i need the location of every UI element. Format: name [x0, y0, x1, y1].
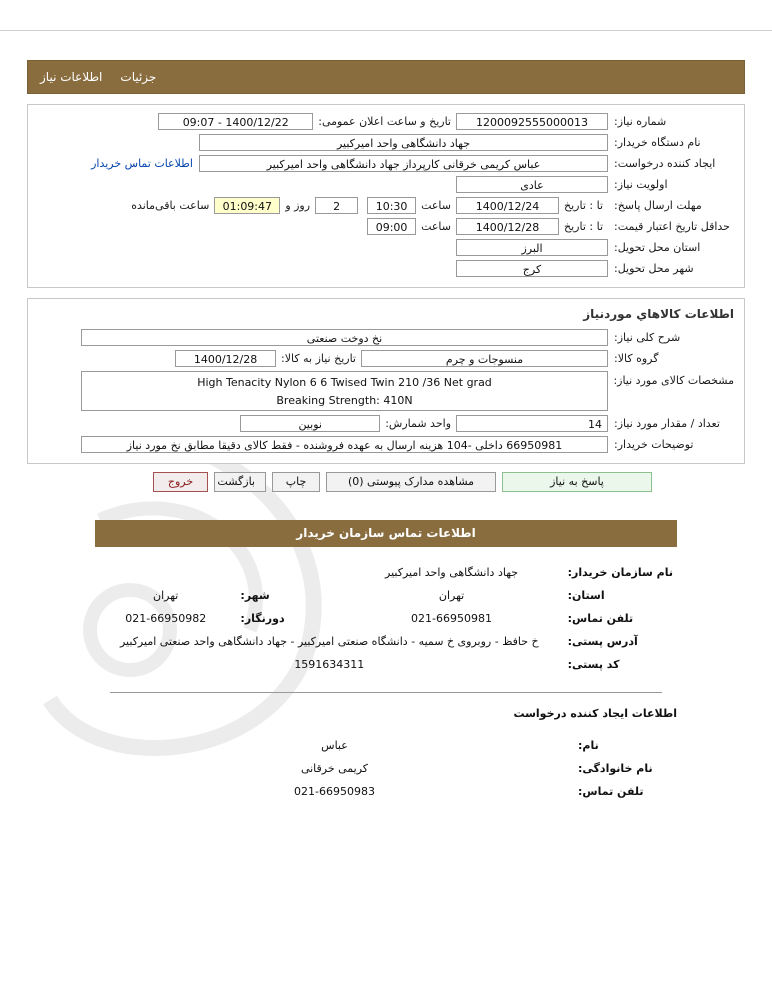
row-goods-desc [38, 329, 734, 346]
row-buyer-notes [38, 436, 734, 453]
action-buttons-row [27, 472, 745, 492]
breadcrumb-detail: جزئیات [120, 70, 157, 84]
label-buyer-notes: توضیحات خریدار: [614, 438, 694, 451]
row-buyer-org [38, 134, 734, 151]
page-title: اطلاعات نیاز [40, 70, 103, 84]
field-reply-date: 1400/12/24 [456, 197, 559, 214]
field-goods-need-date: 1400/12/28 [175, 350, 276, 367]
exit-button[interactable]: خروج [153, 472, 208, 492]
field-goods-group: منسوجات و چرم [361, 350, 608, 367]
label-org-address: آدرس پستی: [567, 635, 638, 648]
respond-to-need-button[interactable]: پاسخ به نیاز [502, 472, 652, 492]
value-org-name-2 [95, 561, 236, 584]
field-buyer-notes: 66950981 داخلی -104 هزینه ارسال به عهده فروشنده - فقط کالای دقیقا مطابق نخ مورد نیاز [81, 436, 608, 453]
field-province: البرز [456, 239, 608, 256]
label-org-name-2 [236, 561, 339, 584]
label-org-name: نام سازمان خریدار: [567, 566, 673, 579]
row-requester [38, 155, 734, 172]
field-days-remaining: 2 [315, 197, 358, 214]
label-goods-desc: شرح کلی نیاز: [614, 331, 681, 344]
row-province [38, 239, 734, 256]
field-city: کرج [456, 260, 608, 277]
table-row [95, 653, 677, 676]
label-price-validity: حداقل تاریخ اعتبار قیمت: [614, 220, 730, 233]
label-need-number: شماره نیاز: [614, 115, 667, 128]
label-validity-hour: ساعت [421, 220, 451, 233]
value-org-name: جهاد دانشگاهی واحد امیرکبیر [385, 566, 519, 579]
label-reply-date-prefix: تا : تاریخ [564, 199, 603, 212]
label-requester-first-name: نام: [578, 739, 599, 752]
row-city [38, 260, 734, 277]
field-countdown-timer: 01:09:47 [214, 197, 280, 214]
need-info-panel [27, 104, 745, 288]
browser-top-strip [0, 0, 772, 31]
field-announce-datetime: 1400/12/22 - 09:07 [158, 113, 313, 130]
label-goods-qty: تعداد / مقدار مورد نیاز: [614, 417, 720, 430]
field-goods-specs [81, 371, 608, 411]
field-reply-time: 10:30 [367, 197, 416, 214]
table-row [95, 734, 677, 757]
requester-contact-section-title: اطلاعات ایجاد کننده درخواست [513, 707, 677, 720]
label-validity-date-prefix: تا : تاریخ [564, 220, 603, 233]
value-org-fax: 021-66950982 [125, 612, 207, 625]
table-row [95, 607, 677, 630]
field-goods-qty: 14 [456, 415, 608, 432]
table-row [95, 630, 677, 653]
value-org-phone: 021-66950981 [411, 612, 492, 625]
table-row [95, 780, 677, 803]
print-button[interactable]: چاپ [272, 472, 320, 492]
goods-panel-title: اطلاعات کالاهاي موردنیاز [583, 307, 734, 321]
row-goods-group [38, 350, 734, 367]
value-org-postal-code: 1591634311 [294, 658, 365, 671]
label-requester-last-name: نام خانوادگی: [578, 762, 653, 775]
back-button[interactable]: بازگشت [214, 472, 266, 492]
field-priority: عادی [456, 176, 608, 193]
row-priority [38, 176, 734, 193]
page-header-bar [27, 60, 745, 94]
view-attached-docs-button[interactable]: مشاهده مدارک پیوستی (0) [326, 472, 496, 492]
requester-contact-table [95, 734, 677, 803]
label-goods-group: گروه کالا: [614, 352, 659, 365]
label-requester-phone: تلفن تماس: [578, 785, 644, 798]
goods-specs-line-1: High Tenacity Nylon 6 6 Twised Twin 210 /36 Net grad [197, 376, 492, 389]
table-row [95, 584, 677, 607]
value-org-province: تهران [438, 589, 465, 602]
value-requester-phone: 021-66950983 [294, 785, 375, 798]
label-province: استان محل تحویل: [614, 241, 701, 254]
row-reply-deadline [38, 197, 734, 214]
org-contact-section-title: اطلاعات تماس سازمان خریدار [95, 520, 677, 547]
field-need-number: 1200092555000013 [456, 113, 608, 130]
row-price-validity [38, 218, 734, 235]
field-goods-desc: نخ دوخت صنعتی [81, 329, 608, 346]
table-row [95, 561, 677, 584]
label-days-word: روز و [285, 199, 311, 212]
value-requester-first-name: عباس [321, 739, 348, 752]
field-requester: عباس کریمی خرقانی کارپرداز جهاد دانشگاهی واحد امیرکبیر [199, 155, 608, 172]
label-org-phone: تلفن تماس: [567, 612, 634, 625]
label-countdown-suffix: ساعت باقی‌مانده [131, 199, 210, 212]
value-org-city: تهران [153, 589, 179, 602]
buyer-contact-link[interactable]: اطلاعات تماس خریدار [91, 157, 193, 170]
label-org-postal-code: کد پستی: [567, 658, 620, 671]
goods-info-panel [27, 298, 745, 464]
org-contact-table [95, 561, 677, 676]
label-buyer-org: نام دستگاه خریدار: [614, 136, 701, 149]
label-reply-hour: ساعت [421, 199, 451, 212]
row-goods-specs [38, 371, 734, 411]
label-requester: ایجاد کننده درخواست: [614, 157, 716, 170]
value-requester-last-name: کریمی خرقانی [300, 762, 369, 775]
field-buyer-org: جهاد دانشگاهی واحد امیرکبیر [199, 134, 608, 151]
row-need-number [38, 113, 734, 130]
label-goods-specs: مشخصات کالای مورد نیاز: [613, 374, 734, 387]
label-org-province: استان: [567, 589, 605, 602]
label-goods-need-date: تاریخ نیاز به کالا: [281, 352, 356, 365]
table-row [95, 757, 677, 780]
row-goods-qty [38, 415, 734, 432]
label-goods-unit: واحد شمارش: [385, 417, 451, 430]
goods-specs-line-2: Breaking Strength: 410N [276, 394, 413, 407]
field-goods-unit: نوبین [240, 415, 380, 432]
label-org-fax: دورنگار: [240, 612, 285, 625]
field-validity-date: 1400/12/28 [456, 218, 559, 235]
field-validity-time: 09:00 [367, 218, 416, 235]
value-org-address: خ حافظ - روبروی خ سمیه - دانشگاه صنعتی امیرکبیر - جهاد دانشگاهی واحد صنعتی امیرکبیر [119, 635, 539, 648]
label-city: شهر محل تحویل: [614, 262, 694, 275]
label-reply-deadline: مهلت ارسال پاسخ: [614, 199, 702, 212]
label-announce: تاریخ و ساعت اعلان عمومی: [318, 115, 451, 128]
label-org-city: شهر: [240, 589, 270, 602]
label-priority: اولویت نیاز: [614, 178, 668, 191]
divider [110, 692, 662, 693]
